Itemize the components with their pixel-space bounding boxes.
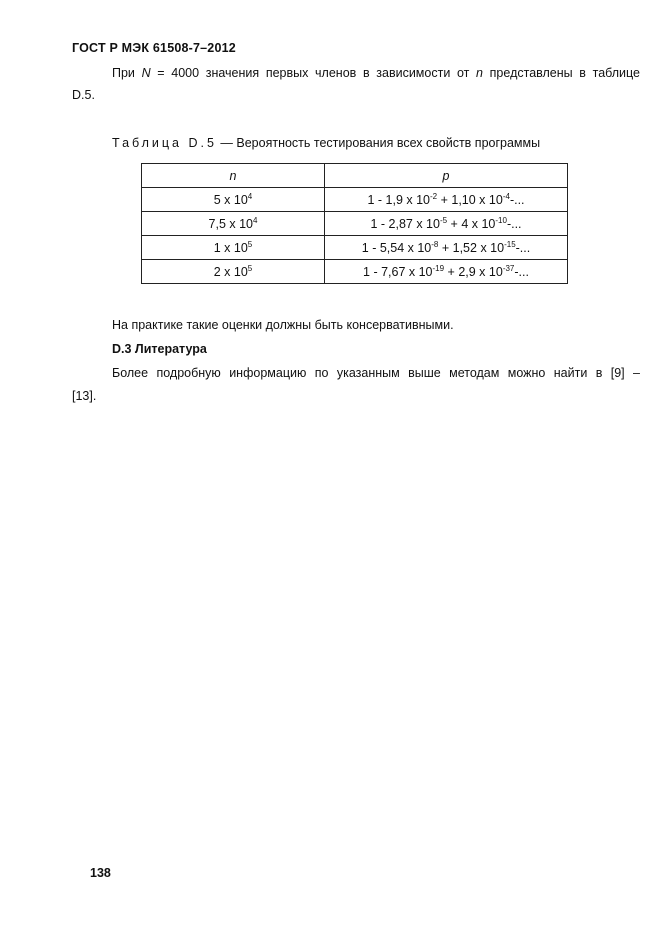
cell-n: 2 x $10^5$ — [142, 260, 325, 284]
table-row — [142, 188, 568, 212]
paragraph-intro — [112, 66, 640, 80]
paragraph-conservative: На практике такие оценки должны быть консервативными. — [112, 318, 454, 332]
table-header-row — [142, 164, 568, 188]
paragraph-intro-text-2: = 4000 значения первых членов в зависимости от — [150, 66, 477, 80]
variable-n: n — [476, 66, 483, 80]
paragraph-intro-text-3: представлены в таблице — [483, 66, 640, 80]
cell-n: 1 x $10^5$ — [142, 236, 325, 260]
paragraph-references-continuation: [13]. — [72, 389, 97, 403]
column-header-n: n — [142, 164, 325, 188]
table-caption-label: Таблица D.5 — [112, 136, 217, 150]
probability-table — [141, 163, 568, 284]
table-row — [142, 260, 568, 284]
document-header: ГОСТ Р МЭК 61508-7–2012 — [72, 41, 236, 55]
cell-p: 1 - 5,54 x $10^{-8} + 1,52$ x $10^{-15}-$... — [325, 236, 568, 260]
paragraph-references: Более подробную информацию по указанным выше методам можно найти в [9] – — [112, 366, 640, 380]
table-row — [142, 212, 568, 236]
cell-n: 7,5 x $10^4$ — [142, 212, 325, 236]
table-caption-text: Вероятность тестирования всех свойств программы — [236, 136, 541, 150]
cell-p: 1 - 7,67 x $10^{-19} + 2,9$ x $10^{-37}-$... — [325, 260, 568, 284]
paragraph-intro-text-1: При — [112, 66, 142, 80]
column-header-p: p — [325, 164, 568, 188]
table-caption-dash: — — [216, 136, 237, 150]
paragraph-intro-continuation: D.5. — [72, 88, 95, 102]
section-heading: D.3 Литература — [112, 342, 207, 356]
table-row — [142, 236, 568, 260]
cell-n: 5 x $10^4$ — [142, 188, 325, 212]
cell-p: 1 - 1,9 x $10^{-2} + 1,10$ x $10^{-4}-$... — [325, 188, 568, 212]
cell-p: 1 - 2,87 x $10^{-5} + 4$ x $10^{-10}-$... — [325, 212, 568, 236]
table-caption — [112, 136, 540, 150]
page-number: 138 — [90, 866, 111, 880]
variable-N: N — [141, 66, 151, 80]
